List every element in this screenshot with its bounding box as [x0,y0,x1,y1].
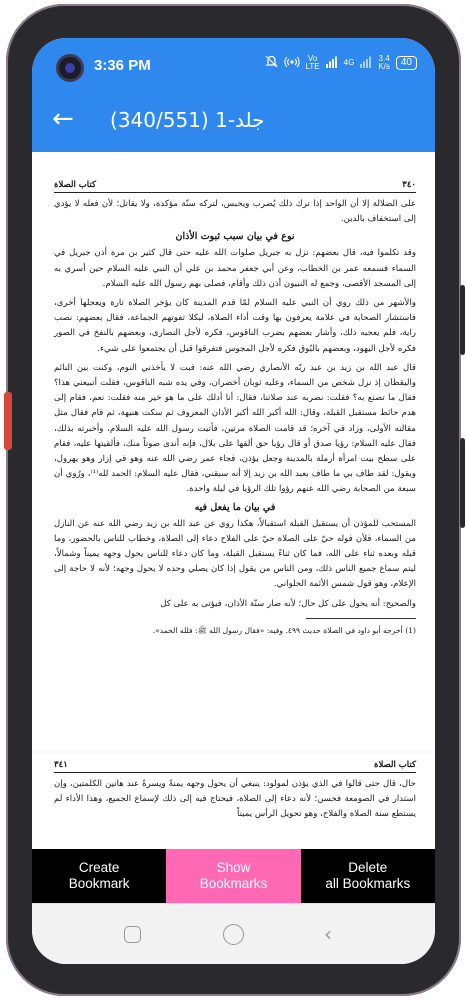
page-title: جلد-1 (340/551) [110,108,265,132]
section-heading: نوع في بيان سبب ثبوت الأذان [175,231,295,243]
paragraph: حال، قال حتى قالوا في الذي يؤذن لمولود: ينبغي أن يحول وجهه يمنةً ويسرةً عند هاتين الكلمتين، وإن استدار في الصومعة فحسن؛ لأنه دعاء إلى الصلاة، فيحتاج فيه إلى ذلك لإسماع الجميع، وهذا الأداء لم يستطع سنة الصلاة والفلاح، وهو تحويل الرأس يميناً [54,779,416,820]
net-speed-unit: K/s [378,62,390,71]
document-viewer[interactable] [32,152,435,849]
battery-icon [396,56,417,70]
page-header [54,180,416,193]
status-bar [32,38,435,90]
net-speed [378,55,390,71]
page-number: ٣٤٠ [402,180,416,190]
book-page-340 [54,180,416,637]
signal-icon [360,56,372,71]
paragraph: قال عبد الله بن زيد بن عبد ربّه الأنصاري رضي الله عنه: فبت لا يأخذني النوم، وكنت بين النائم واليقظان إذ نزل شخص من السماء، وعليه ثوبان أخضران، وفي يده شبه الناقوس، فقلت أتبيعني هذا؟ فقال ما تصنع به؟ فقلت: نضربه عند صلاتنا، فقال: أنا أدلك على ما هو خير منه فقلت: نعم، فقام إلى هدم حائط مستقبل القبلة، وقال: الله أكبر الله أكبر الأذان المعروف ثم سكت هنيهة، ثم قام فقال مثل مقالته الأولى، وزاد في آخره؛ قد قامت الصلاة مرتين، فأتيت رسول الله عليه السلام، وأخبرته بذلك، فقال عليه السلام: رؤيا صدق أو قال رؤيا حق ألقها على بلال، فإنه أندى صوتاً منك، فألقيتها عليه، فقام على سطح بيت امرأة أرملة بالمدينة وجعل يؤذن، فجاء عمر رضي الله عنه وهو في إزار وهو يهرول، ويقول: لقد طاف بي ما طاف بعبد الله بن زيد إلا أنه سبقني، فقال عليه السلام: الحمد لله⁽¹⁾، ورُوي أن سبعة من الصحابة رضي الله عنهم رؤوا تلك الرؤيا في ليلة واحدة. [54,362,416,495]
delete-all-bookmarks-button[interactable]: Delete all Bookmarks [301,849,435,903]
home-icon[interactable] [223,924,244,945]
page-number: ٣٤١ [54,760,68,770]
status-time: 3:36 PM [94,57,151,74]
status-icons [265,55,417,71]
volume-down-button [460,438,465,528]
footnote-divider [306,618,416,619]
bookmark-toolbar [32,849,435,903]
back-arrow-icon[interactable]: ← [52,104,74,134]
paragraph: والأشهر من ذلك روي أن النبي عليه السلام لمّا قدم المدينة كان يؤخر الصلاة تارة ويعجلها أخرى، فاستشار الصحابة في علامة يعرفون بها وقت أداء الصلاة، لبكلا تفوتهم الجماعة، فقال بعضهم: نصب راية، فلم يعجبه ذلك، وأشار بعضهم بضرب الناقوس، فكره لأجل النصارى، وبعضهم بالنفخ في الصور فكره لأجل اليهود، وبعضهم بالبُوق فكره لأجل المجوس فتفرقوا قبل أن يجتمعوا على شيء. [54,298,416,354]
page-separator [32,750,435,754]
network-type-label: 4G [343,58,355,67]
recent-apps-icon[interactable] [124,926,141,943]
power-button [4,392,12,450]
book-page-341 [54,760,416,823]
signal-icon [326,56,338,71]
app-bar [32,90,435,152]
chapter-name: كتاب الصلاة [373,760,416,770]
footnote: (1) أخرجه أبو داود في الصلاة حديث ٤٩٩. وفيه: «فقال رسول الله ﷺ: فلله الحمد». [152,625,416,635]
paragraph: وقد تكلموا فيه، قال بعضهم: نزل به جبريل صلوات الله عليه حتى قال كثير بن مرة أذن جبريل في السماء فسمعه عمر بن الخطاب، وعن أبي جعفر محمد بن علي أن النبي عليه السلام حين أسري به إلى المسجد الأقصى، وجمع له النبيون أذن ذلك وأقام، فصلى بهم رسول الله عليه السلام. [54,248,416,289]
chapter-name: كتاب الصلاة [54,180,97,190]
screen [32,38,435,964]
volte-icon: Vo LTE [305,54,320,71]
net-speed-value: 3.4 [378,54,390,63]
system-nav-bar [32,903,435,964]
paragraph: والصحيح: أنه يحول على كل حال؛ لأنه صار سنّة الأذان، فيؤتى به على كل [160,598,416,609]
mute-icon [265,55,278,71]
nav-back-icon[interactable]: ‹ [324,922,332,946]
show-bookmarks-button[interactable]: Show Bookmarks [166,849,300,903]
hotspot-icon [284,56,300,71]
section-heading: في بيان ما يفعل فيه [194,501,276,513]
front-camera-icon [56,54,84,82]
volume-up-button [460,285,465,355]
paragraph: على الضلالة إلا أن الواحد إذا ترك ذلك يُضرب ويحبس، لتركه سنّة مؤكدة، ولا يقاتل؛ لأن فعله لا يؤدي إلى استخفاف بالدين. [54,199,416,225]
paragraph: المستحب للمؤذن أن يستقبل القبلة استقبالاً، هكذا روي عن عبد الله بن زيد رضي الله عنه عن النازل من السماء، فلأن فوله حيّ على الصلاة حيّ على الفلاح دعاء إلى الصلاة، وخطاب للناس بالحضور، وما قبله وبعده ثناء على الله، فما كان ثناءً يستقبل القبلة، وما كان دعاء للناس يحول وجهه يميناً وشمالاً، ليتم سماع جميع الناس ذلك، ومن الناس من يقول إذا كان يصلي وحده لا يحول وجهه؛ لأنه لا حاجة إلى الإعلام، وهو قول شمس الأئمة الحلواني. [54,518,416,590]
battery-level: 40 [400,57,412,68]
page-header [54,760,416,773]
create-bookmark-button[interactable]: Create Bookmark [32,849,166,903]
